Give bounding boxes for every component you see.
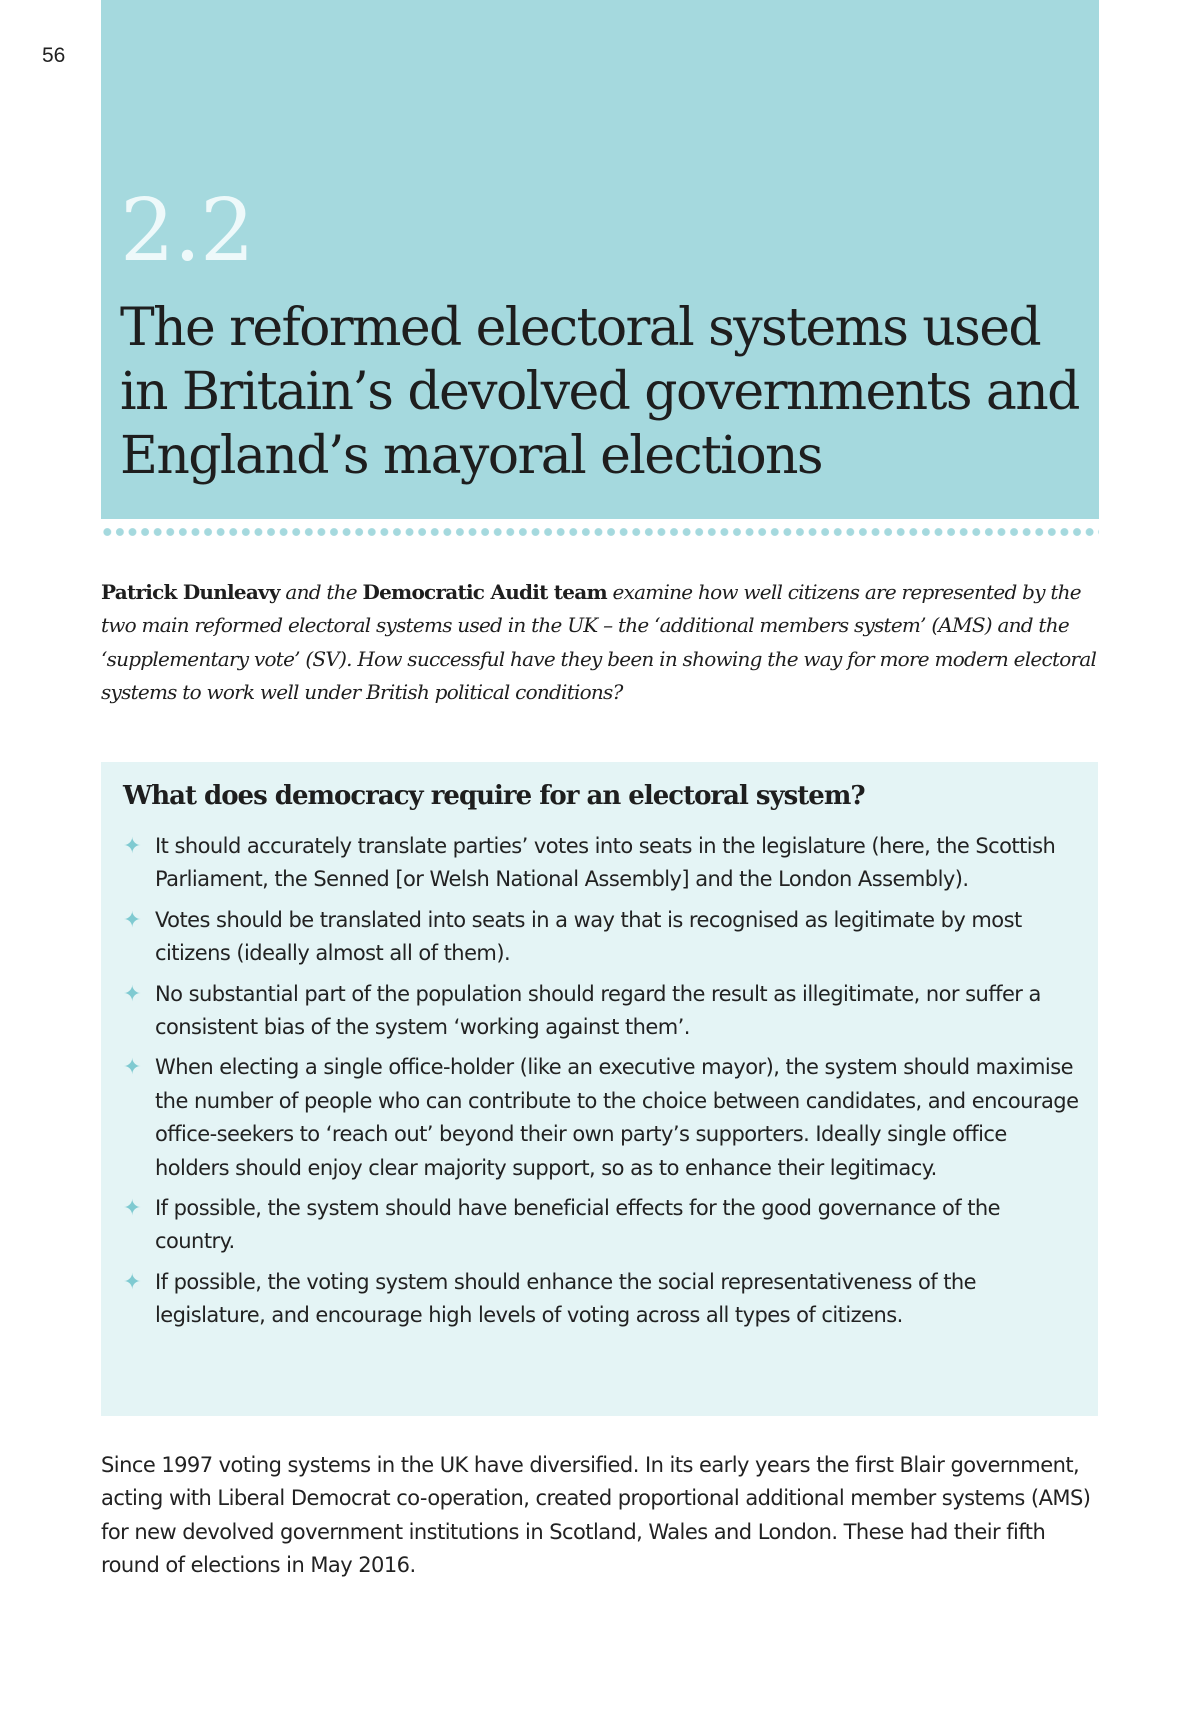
list-item-text: When electing a single office-holder (like an executive mayor), the system should maximise the number of people who can contribute to the choice between candidates, and encourage office-seekers to ‘reach out’ beyond their own party’s supporters. Ideally single office holders should enjoy clear majority support, so as to enhance their legitimacy. (155, 1055, 1079, 1180)
dotted-divider (101, 527, 1099, 537)
four-point-star-icon: ✦ (123, 834, 141, 859)
chapter-intro (101, 576, 1097, 710)
list-item-text: It should accurately translate parties’ votes into seats in the legislature (here, the Scottish Parliament, the Senned [or Welsh National Assembly] and the London Assembly). (155, 834, 1056, 892)
four-point-star-icon: ✦ (123, 981, 141, 1007)
list-item-text: No substantial part of the population should regard the result as illegitimate, nor suffer a consistent bias of the system ‘working against them’. (155, 981, 1041, 1040)
list-item-text: If possible, the voting system should enhance the social representativeness of the legislature, and encourage high levels of voting across all types of citizens. (155, 1269, 977, 1328)
list-item-text: Votes should be translated into seats in a way that is recognised as legitimate by most citizens (ideally almost all of them). (155, 907, 1022, 966)
page-number: 56 (42, 44, 66, 67)
list-item-text: If possible, the system should have beneficial effects for the good governance of the country. (155, 1196, 1001, 1254)
list-item (123, 978, 1083, 1045)
chapter-number: 2.2 (120, 181, 254, 281)
team-name: Democratic Audit team (362, 580, 607, 604)
four-point-star-icon: ✦ (123, 1196, 141, 1222)
four-point-star-icon: ✦ (123, 907, 141, 933)
intro-text: examine how well citizens are represented by the two main reformed electoral systems used in the UK – the ‘additional members system’ (AMS) and the ‘supplementary vote’ (SV). How successful have they been in showing the way for more modern electoral systems to work well under British political conditions? (101, 580, 1097, 705)
four-point-star-icon: ✦ (123, 1269, 141, 1295)
list-item (123, 830, 1083, 897)
four-point-star-icon: ✦ (123, 1055, 141, 1081)
requirements-list (123, 830, 1083, 1340)
chapter-title: The reformed electoral systems used in Britain’s devolved governments and England’s mayoral elections (120, 298, 1079, 486)
list-item (123, 1266, 1083, 1333)
author-connector: and the (285, 580, 357, 604)
list-item (123, 1192, 1083, 1259)
requirements-heading: What does democracy require for an electoral system? (123, 781, 865, 811)
author-name: Patrick Dunleavy (101, 580, 280, 604)
list-item (123, 1051, 1083, 1185)
list-item (123, 904, 1083, 971)
body-paragraph: Since 1997 voting systems in the UK have diversified. In its early years the first Blair government, acting with Liberal Democrat co-operation, created proportional additional member systems (AMS) for new devolved government institutions in Scotland, Wales and London. These had their fifth round of elections in May 2016. (101, 1453, 1091, 1578)
